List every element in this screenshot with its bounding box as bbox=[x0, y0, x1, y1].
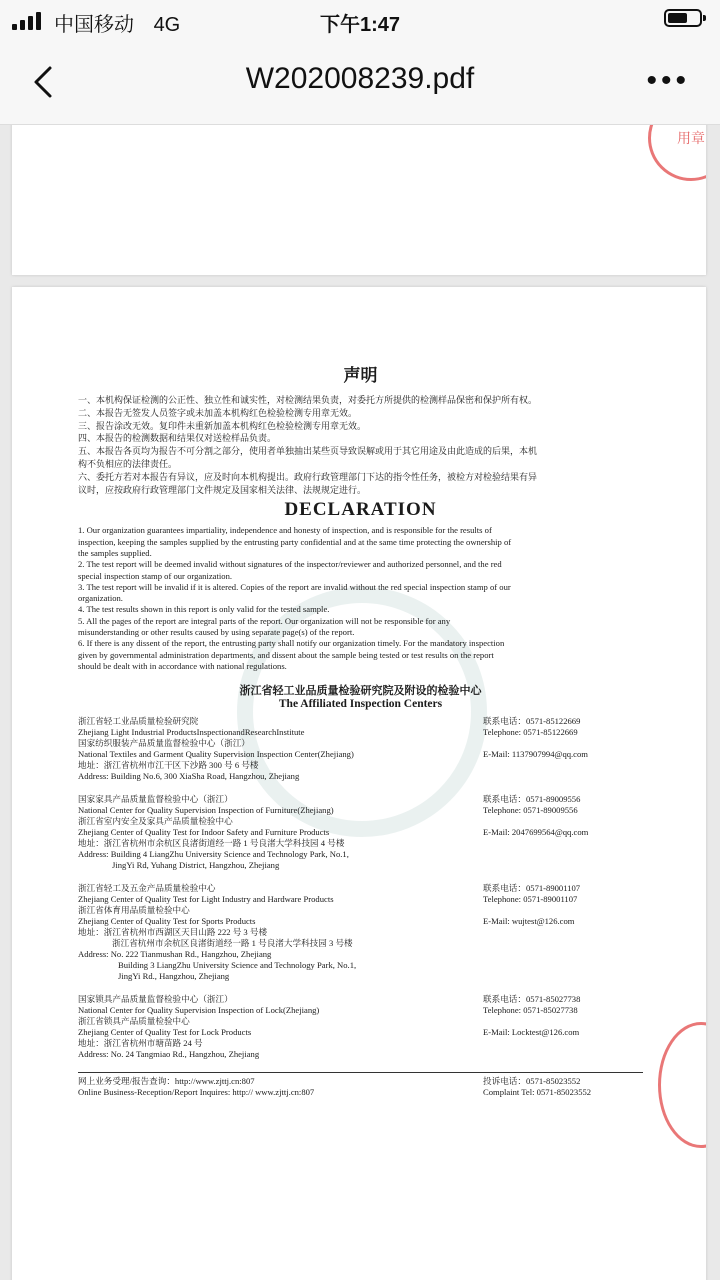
center-line: 地址：浙江省杭州市江干区下沙路 300 号 6 号楼 bbox=[78, 760, 259, 771]
footer-complaint: 投诉电话：0571-85023552 bbox=[483, 1076, 581, 1087]
center-email: E-Mail: 1137907994@qq.com bbox=[483, 749, 588, 760]
center-block bbox=[78, 794, 643, 871]
en-line: the samples supplied. bbox=[78, 547, 152, 558]
center-block bbox=[78, 883, 643, 982]
center-line: 浙江省室内安全及家具产品质量检验中心 bbox=[78, 816, 233, 827]
center-contact: 联系电话：0571-89009556 bbox=[483, 794, 581, 805]
carrier-name: 中国移动 bbox=[54, 14, 134, 36]
center-block bbox=[78, 994, 643, 1060]
center-contact: Telephone: 0571-89001107 bbox=[483, 894, 578, 905]
center-contact bbox=[483, 816, 643, 827]
center-line: 浙江省杭州市余杭区良渚街道经一路 1 号良渚大学科技园 3 号楼 bbox=[112, 938, 353, 949]
centers-title-en: The Affiliated Inspection Centers bbox=[278, 698, 443, 711]
en-line: 5. All the pages of the report are integral parts of the report. Our organization will not be responsible for any bbox=[78, 615, 451, 626]
center-contact: 联系电话：0571-85027738 bbox=[483, 994, 581, 1005]
center-line: Zhejiang Light Industrial ProductsInspectionandResearchInstitute bbox=[78, 727, 305, 738]
center-line: National Center for Quality Supervision Inspection of Furniture(Zhejiang) bbox=[78, 805, 334, 816]
center-email: E-Mail: 2047699564@qq.com bbox=[483, 827, 589, 838]
zh-line: 五、本报告各页均为报告不可分割之部分，使用者单独抽出某些页导致误解或用于其它用途及由此造成的后果，本机 bbox=[78, 446, 538, 457]
center-line: Zhejiang Center of Quality Test for Light Industry and Hardware Products bbox=[78, 894, 334, 905]
en-line: 4. The test results shown in this report is only valid for the tested sample. bbox=[78, 604, 330, 615]
center-line: Address: Building 4 LiangZhu University Science and Technology Park, No.1, bbox=[78, 849, 349, 860]
center-contact: Telephone: 0571-89009556 bbox=[483, 805, 578, 816]
center-line: Address: Building No.6, 300 XiaSha Road, Hangzhou, Zhejiang bbox=[78, 771, 300, 782]
center-contact bbox=[483, 905, 643, 916]
en-line: misunderstanding or other results caused by using separate page(s) of the report. bbox=[78, 627, 355, 638]
status-bar bbox=[0, 0, 720, 40]
en-line: should be dealt with in accordance with national regulations. bbox=[78, 660, 287, 671]
center-email: E-Mail: Locktest@126.com bbox=[483, 1027, 580, 1038]
stamp-edge-red bbox=[658, 1022, 706, 1148]
center-line: 浙江省锁具产品质量检验中心 bbox=[78, 1016, 190, 1027]
center-line: 国家锁具产品质量监督检验中心（浙江） bbox=[78, 994, 233, 1005]
center-line: Address: No. 222 Tianmushan Rd., Hangzhou, Zhejiang bbox=[78, 949, 272, 960]
en-line: special inspection stamp of our organization. bbox=[78, 570, 233, 581]
more-icon: ••• bbox=[646, 64, 690, 97]
en-declaration bbox=[78, 525, 643, 672]
center-line: 地址：浙江省杭州市余杭区良渚街道经一路 1 号良渚大学科技园 4 号楼 bbox=[78, 838, 345, 849]
battery-icon bbox=[664, 9, 702, 27]
document-title: W202008239.pdf bbox=[245, 62, 475, 95]
en-line: given by governmental administration departments, and dissent about the sample being tested or test results on the report bbox=[78, 649, 494, 660]
center-line: National Center for Quality Supervision Inspection of Lock(Zhejiang) bbox=[78, 1005, 320, 1016]
center-contact bbox=[483, 1016, 643, 1027]
zh-line: 构不负相应的法律责任。 bbox=[78, 458, 178, 469]
footer-website: Online Business-Reception/Report Inquires: http:// www.zjttj.cn:807 bbox=[78, 1087, 315, 1098]
center-line: JingYi Rd, Yuhang District, Hangzhou, Zhejiang bbox=[112, 860, 280, 871]
zh-line: 三、报告涂改无效。复印件未重新加盖本机构红色检验检测专用章无效。 bbox=[78, 420, 367, 431]
centers-title-zh: 浙江省轻工业品质量检验研究院及附设的检验中心 bbox=[239, 685, 482, 698]
zh-line: 六、委托方若对本报告有异议，应及时向本机构提出。政府行政管理部门下达的指令性任务，被检方对检验结果有异 bbox=[78, 471, 538, 482]
center-block bbox=[78, 716, 643, 782]
center-line: Zhejiang Center of Quality Test for Lock Products bbox=[78, 1027, 252, 1038]
center-line: National Textiles and Garment Quality Supervision Inspection Center(Zhejiang) bbox=[78, 749, 354, 760]
center-line: 地址：浙江省杭州市塘苗路 24 号 bbox=[78, 1038, 203, 1049]
zh-line: 二、本报告无签发人员签字或未加盖本机构红色检验检测专用章无效。 bbox=[78, 407, 358, 418]
document-footer bbox=[78, 1072, 643, 1098]
document-content bbox=[78, 357, 643, 1098]
status-time: 下午1:47 bbox=[319, 14, 401, 36]
center-contact: 联系电话：0571-89001107 bbox=[483, 883, 581, 894]
pdf-page-previous bbox=[12, 125, 706, 275]
center-email: E-Mail: wujtest@126.com bbox=[483, 916, 575, 927]
zh-heading: 声明 bbox=[343, 366, 378, 385]
center-contact: Telephone: 0571-85122669 bbox=[483, 727, 578, 738]
more-button[interactable] bbox=[646, 64, 690, 97]
en-line: organization. bbox=[78, 593, 123, 604]
stamp-corner-red: 用章 bbox=[648, 125, 706, 181]
zh-declaration bbox=[78, 394, 643, 496]
center-contact bbox=[483, 738, 643, 749]
center-line: 浙江省轻工业品质量检验研究院 bbox=[78, 716, 199, 727]
en-line: 1. Our organization guarantees impartiality, independence and honesty of inspection, and is responsible for the results of bbox=[78, 525, 492, 536]
center-line: 地址：浙江省杭州市西湖区天目山路 222 号 3 号楼 bbox=[78, 927, 268, 938]
center-line: 浙江省轻工及五金产品质量检验中心 bbox=[78, 883, 216, 894]
zh-line: 议时，应按政府行政管理部门文件规定及国家相关法律、法规规定进行。 bbox=[78, 484, 367, 495]
center-line: Address: No. 24 Tangmiao Rd., Hangzhou, Zhejiang bbox=[78, 1049, 260, 1060]
center-contact: Telephone: 0571-85027738 bbox=[483, 1005, 578, 1016]
center-contact: 联系电话：0571-85122669 bbox=[483, 716, 581, 727]
en-line: 6. If there is any dissent of the report, the entrusting party shall notify our organization timely. For the mandatory inspection bbox=[78, 638, 505, 649]
nav-bar bbox=[0, 40, 720, 125]
center-line: Zhejiang Center of Quality Test for Sports Products bbox=[78, 916, 256, 927]
center-line: Zhejiang Center of Quality Test for Indoor Safety and Furniture Products bbox=[78, 827, 330, 838]
center-line: Building 3 LiangZhu University Science and Technology Park, No.1, bbox=[118, 960, 357, 971]
pdf-page-declaration bbox=[12, 287, 706, 1280]
network-type: 4G bbox=[153, 14, 181, 36]
en-line: 3. The test report will be invalid if it is altered. Copies of the report are invalid without the red special inspection stamp of our bbox=[78, 581, 511, 592]
en-line: inspection, keeping the samples supplied by the entrusting party confidential and at the same time protecting the ownership of bbox=[78, 536, 512, 547]
footer-website: 网上业务受理/报告查询：http://www.zjttj.cn:807 bbox=[78, 1076, 255, 1087]
center-line: JingYi Rd., Hangzhou, Zhejiang bbox=[118, 971, 230, 982]
center-line: 国家家具产品质量监督检验中心（浙江） bbox=[78, 794, 233, 805]
zh-line: 一、本机构保证检测的公正性、独立性和诚实性，对检测结果负责，对委托方所提供的检测样品保密和保护所有权。 bbox=[78, 395, 538, 405]
en-line: 2. The test report will be deemed invalid without signatures of the inspector/reviewer and authorized personnel, and the red bbox=[78, 559, 502, 570]
center-line: 浙江省体育用品质量检验中心 bbox=[78, 905, 190, 916]
center-line: 国家纺织服装产品质量监督检验中心（浙江） bbox=[78, 738, 250, 749]
en-heading: DECLARATION bbox=[284, 499, 437, 521]
footer-complaint: Complaint Tel: 0571-85023552 bbox=[483, 1087, 592, 1098]
pdf-viewer[interactable] bbox=[0, 125, 720, 1280]
zh-line: 四、本报告的检测数据和结果仅对送检样品负责。 bbox=[78, 433, 277, 444]
